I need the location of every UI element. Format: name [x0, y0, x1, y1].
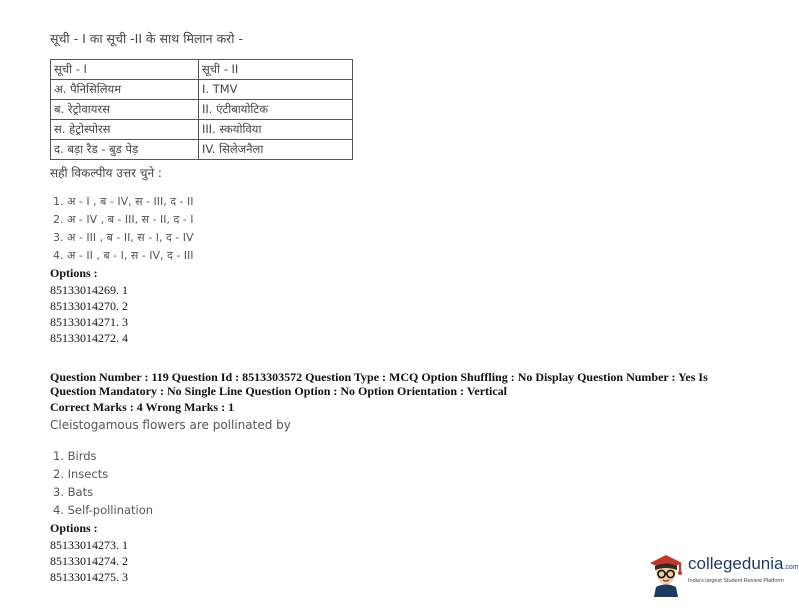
table-row — [51, 60, 353, 80]
collegedunia-logo — [646, 549, 799, 599]
marks-line: Correct Marks : 4 Wrong Marks : 1 — [50, 400, 235, 414]
options-heading: Options : — [50, 521, 98, 535]
option-item: 1. अ - I , ब - IV, स - III, द - II — [53, 195, 194, 208]
question-meta-line: Question Number : 119 Question Id : 8513303572 Question Type : MCQ Option Shuffling : No Display Question Number : Yes Is — [50, 370, 708, 384]
option-id: 85133014275. 3 — [50, 570, 128, 584]
question-1-text: सूची - I का सूची -II के साथ मिलान करो - — [50, 31, 244, 46]
option-id: 85133014269. 1 — [50, 283, 128, 297]
table-cell: सूची - I — [51, 60, 199, 80]
table-row — [51, 120, 353, 140]
option-item: 4. अ - II , ब - I, स - IV, द - III — [53, 249, 194, 262]
option-id: 85133014274. 2 — [50, 554, 128, 568]
option-id: 85133014270. 2 — [50, 299, 128, 313]
question-2-text: Cleistogamous flowers are pollinated by — [50, 418, 291, 432]
option-id: 85133014272. 4 — [50, 331, 128, 345]
option-item: 4. Self-pollination — [53, 503, 154, 517]
match-table — [50, 59, 353, 160]
student-mascot-icon — [646, 549, 686, 597]
option-item: 3. Bats — [53, 485, 94, 499]
table-cell: II. एंटीबायोटिक — [199, 100, 353, 120]
table-cell: अ. पैनिसिलियम — [51, 80, 199, 100]
option-item: 3. अ - III , ब - II, स - I, द - IV — [53, 231, 194, 244]
option-item: 2. अ - IV , ब - III, स - II, द - I — [53, 213, 194, 226]
option-item: 1. Birds — [53, 449, 97, 463]
table-cell: III. स्कयोविया — [199, 120, 353, 140]
table-cell: I. TMV — [199, 80, 353, 100]
table-cell: सूची - II — [199, 60, 353, 80]
table-cell: ब. रेट्रोवायरस — [51, 100, 199, 120]
option-item: 2. Insects — [53, 467, 109, 481]
question-meta-line: Question Mandatory : No Single Line Question Option : No Option Orientation : Vertical — [50, 384, 508, 398]
table-cell: IV. सिलेजनैला — [199, 140, 353, 160]
options-heading: Options : — [50, 266, 98, 280]
instruction-text: सही विकल्पीय उत्तर चुने : — [50, 166, 162, 180]
logo-tagline: India's largest Student Review Platform — [688, 578, 784, 584]
table-cell: द. बड़ा रैड - बुड पेड़ — [51, 140, 199, 160]
table-cell: स. हेट्रोस्पोरस — [51, 120, 199, 140]
logo-wordmark: collegedunia.com — [688, 554, 799, 573]
option-id: 85133014271. 3 — [50, 315, 128, 329]
table-row — [51, 100, 353, 120]
option-id: 85133014273. 1 — [50, 538, 128, 552]
table-row — [51, 80, 353, 100]
table-row — [51, 140, 353, 160]
